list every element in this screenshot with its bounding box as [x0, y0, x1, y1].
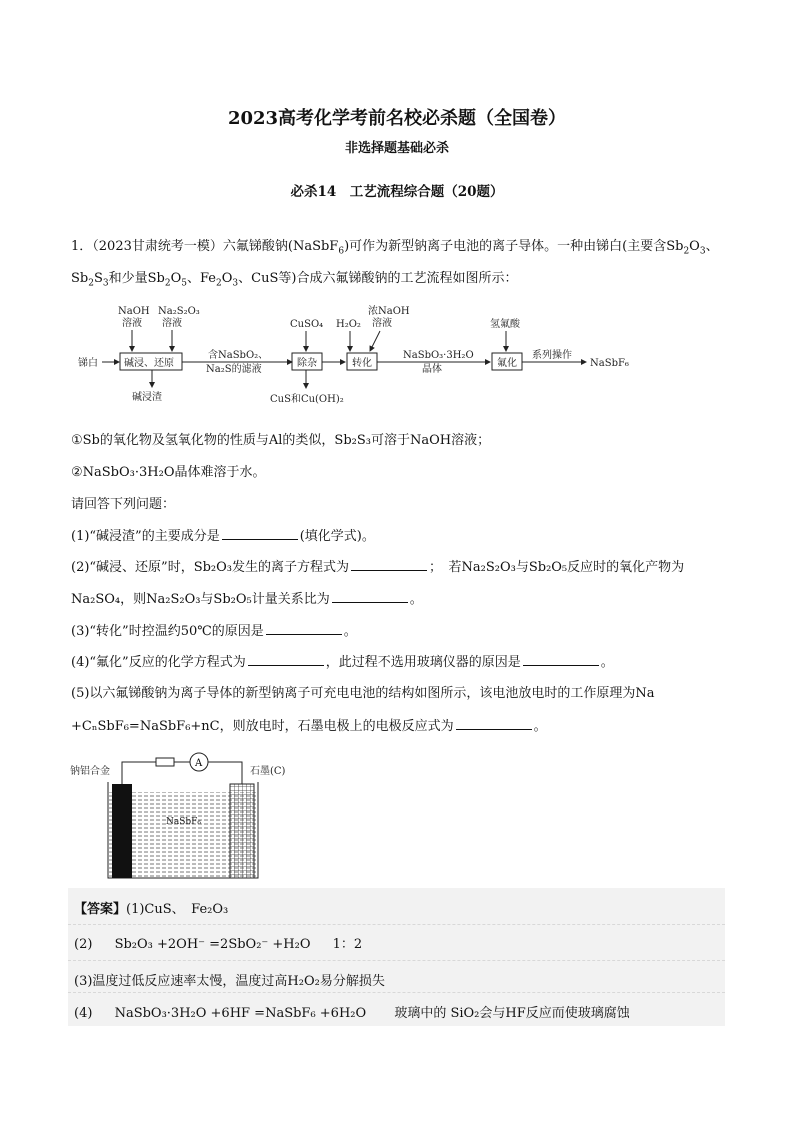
flow-intermediate-crystal: NaSbO₃·3H₂O [403, 350, 474, 361]
stem-text: 六氟锑酸钠(NaSbF [222, 239, 339, 254]
subquestion-1 [71, 527, 731, 546]
answer-text: 玻璃中的 SiO₂会与HF反应而使玻璃腐蚀 [394, 1006, 630, 1021]
subquestion-2-cont [71, 590, 731, 609]
answer-prompt: 请回答下列问题： [71, 497, 176, 512]
flow-reagent-conc-naoh-solution: 溶液 [372, 318, 392, 329]
stem-text: O [221, 271, 233, 286]
subquestion-text: ，此过程不选用玻璃仪器的原因是 [325, 655, 521, 670]
flow-product: NaSbF₆ [590, 358, 629, 369]
flow-reagent-naoh: NaOH [118, 306, 150, 317]
note-1: ①Sb的氧化物及氢氧化物的性质与Al的类似，Sb₂S₃可溶于NaOH溶液； [71, 433, 491, 448]
flow-reagent-na2s2o3-solution: 溶液 [162, 318, 182, 329]
battery-cell-diagram [70, 750, 320, 882]
flow-intermediate-crystal-label: 晶体 [422, 364, 442, 375]
flow-filtrate-line1: 含NaSbO₂、 [208, 350, 269, 361]
subquestion-text: Na₂SO₄，则Na₂S₂O₃与Sb₂O₅计量关系比为 [71, 592, 330, 607]
subquestion-text: (3)“转化”时控温约50℃的原因是 [71, 624, 264, 639]
answer-label: 【答案】 [74, 902, 127, 917]
answer-equation: NaSbO₃·3H₂O +6HF =NaSbF₆ +6H₂O [114, 1006, 367, 1021]
stem-text: 、Fe [186, 271, 216, 286]
flow-step-impurity-removal-label: 除杂 [297, 358, 317, 369]
subquestion-5-cont [71, 717, 731, 736]
stem-text: O [170, 271, 182, 286]
subquestion-3 [71, 622, 731, 641]
flow-residue-alkaline: 碱浸渣 [132, 392, 162, 403]
answer-blank [222, 527, 298, 540]
page-title: 2023高考化学考前名校必杀题（全国卷） [227, 108, 567, 129]
page-subtitle: 非选择题基础必杀 [344, 141, 449, 156]
answer-text: (1)CuS、 Fe₂O₃ [126, 902, 229, 917]
answer-text: 1：2 [332, 937, 363, 952]
subquestion-5: (5)以六氟锑酸钠为离子导体的新型钠离子可充电电池的结构如图所示，该电池放电时的工作原理为Na [71, 686, 655, 701]
subquestion-text: 。 [600, 655, 614, 670]
flow-reagent-h2o2: H₂O₂ [336, 319, 361, 330]
anode-label: 钠铝合金 [70, 766, 110, 777]
stem-text: O [689, 239, 700, 254]
answer-blank [248, 653, 324, 666]
subquestion-text: 。 [409, 592, 423, 607]
answer-blank [523, 653, 599, 666]
section-heading: 必杀14 工艺流程综合题（20题） [290, 184, 504, 200]
answer-1 [74, 898, 228, 917]
stem-text: )可作为新型钠离子电池的离子导体。一种由锑白(主要含Sb [344, 239, 684, 254]
flow-step-series-operations: 系列操作 [532, 350, 572, 361]
flow-reagent-cuso4: CuSO₄ [290, 319, 324, 330]
flow-step-alkaline-reduction-label: 碱浸、还原 [124, 358, 174, 369]
answer-text: (2) [74, 937, 93, 952]
flow-reagent-naoh-solution: 溶液 [122, 318, 142, 329]
ammeter-label: A [195, 758, 203, 769]
flow-reagent-hf: 氢氟酸 [490, 319, 520, 330]
stem-text: 、CuS等)合成六氟锑酸钠的工艺流程如图所示： [238, 271, 518, 286]
answer-box [68, 888, 725, 1026]
answer-blank [456, 717, 532, 730]
answer-4 [74, 1002, 630, 1021]
flow-start-label: 锑白 [78, 358, 98, 369]
question-source: （2023甘肃统考一模） [92, 239, 223, 254]
note-2: ②NaSbO₃·3H₂O晶体难溶于水。 [71, 465, 266, 480]
answer-2 [74, 933, 362, 952]
answer-blank [351, 558, 427, 571]
question-stem-line1: 1．（2023甘肃统考一模）六氟锑酸钠(NaSbF$_6$)可作为新型钠离子电池的离子导体。一种由锑白(主要含$Sb_2O_3$、 [71, 239, 719, 257]
stem-text: 、 [705, 239, 719, 254]
subquestion-text: ； 若Na₂S₂O₃与Sb₂O₅反应时的氧化产物为 [429, 560, 685, 575]
stem-text: 和少量Sb [108, 271, 165, 286]
subquestion-4 [71, 653, 731, 672]
flow-step-fluorination-label: 氟化 [497, 358, 517, 369]
subquestion-text: +CₙSbF₆=NaSbF₆+nC，则放电时，石墨电极上的电极反应式为 [71, 719, 454, 734]
subquestion-text: (填化学式)。 [299, 529, 375, 544]
flow-reagent-na2s2o3: Na₂S₂O₃ [158, 306, 200, 317]
answer-blank [266, 622, 342, 635]
question-number: 1． [71, 239, 93, 254]
cathode-label: 石墨(C) [250, 766, 286, 777]
subquestion-text: (1)“碱浸渣”的主要成分是 [71, 529, 220, 544]
flow-residue-cus: CuS和Cu(OH)₂ [270, 394, 344, 405]
graphite-electrode [230, 784, 254, 878]
subquestion-text: 。 [343, 624, 357, 639]
stem-text: Sb [71, 271, 89, 286]
answer-equation: Sb₂O₃ +2OH⁻ =2SbO₂⁻ +H₂O [114, 937, 311, 952]
subquestion-2 [71, 558, 731, 577]
flow-reagent-conc-naoh: 浓NaOH [368, 306, 410, 317]
flow-step-conversion-label: 转化 [352, 358, 372, 369]
answer-3: (3)温度过低反应速率太慢，温度过高H₂O₂易分解损失 [74, 974, 385, 989]
subquestion-text: (2)“碱浸、还原”时，Sb₂O₃发生的离子方程式为 [71, 560, 350, 575]
process-flow-diagram [70, 300, 640, 412]
question-stem-line2: $Sb_2S_3$和少量$Sb_2O_5$、$Fe_2O_3$、CuS等)合成六氟锑酸钠的工艺流程如图所示： [71, 271, 518, 289]
subquestion-text: (4)“氟化”反应的化学方程式为 [71, 655, 246, 670]
resistor [156, 758, 174, 766]
subquestion-text: 。 [533, 719, 547, 734]
answer-text: (4) [74, 1006, 93, 1021]
flow-filtrate-line2: Na₂S的滤液 [206, 364, 262, 375]
stem-text: S [93, 271, 103, 286]
sodium-aluminum-electrode [112, 784, 132, 878]
answer-blank [332, 590, 408, 603]
electrolyte-label: NaSbF₆ [166, 817, 202, 827]
